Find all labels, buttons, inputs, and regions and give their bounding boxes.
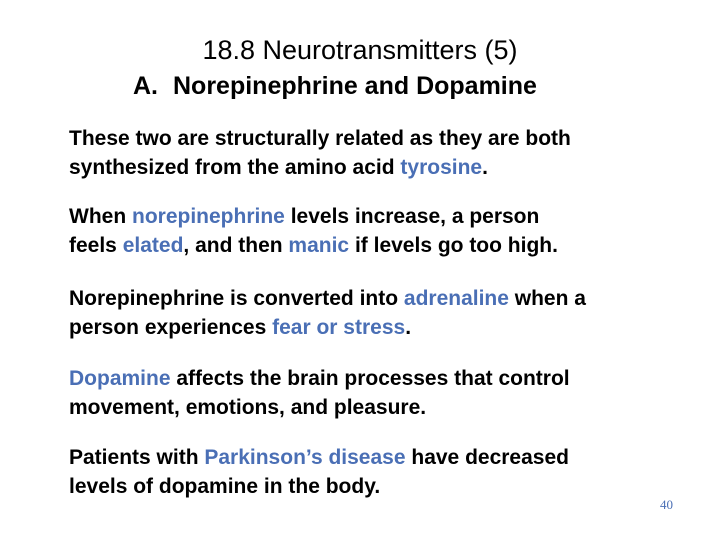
highlight-term: norepinephrine [132,205,285,228]
paragraph-line [69,313,689,342]
subtitle-number: A. [133,72,158,100]
highlight-term: elated [122,234,184,257]
paragraph-adrenaline [69,284,689,342]
text-span: if levels go too high. [349,234,558,257]
paragraph-line [69,153,689,182]
paragraph-norepinephrine-mood [69,202,689,260]
text-span: have decreased [405,446,569,469]
text-span: person experiences [69,316,273,339]
paragraph-line [69,284,689,313]
paragraph-line [69,393,689,422]
paragraph-line [69,231,689,260]
highlight-term: tyrosine [400,156,483,179]
highlight-term: Dopamine [69,367,171,390]
text-span: synthesized from the amino acid [69,156,401,179]
paragraph-line [69,364,689,393]
text-span: . [405,316,412,339]
slide-subtitle [133,70,537,102]
paragraph-parkinsons [69,443,689,501]
slide-title: 18.8 Neurotransmitters (5) [202,35,518,65]
text-span: . [482,156,488,179]
paragraph-line [69,472,689,501]
text-span: when a [508,287,586,310]
text-span: Norepinephrine is converted into [69,287,404,310]
highlight-term: fear or stress [272,316,406,339]
text-span: levels increase, a person [284,205,540,228]
paragraph-line [69,202,689,231]
subtitle-text: Norepinephrine and Dopamine [173,72,537,100]
paragraph-structure [69,124,689,182]
text-span: , and then [183,234,289,257]
text-span: movement, emotions, and pleasure. [69,396,427,419]
paragraph-dopamine [69,364,689,422]
text-span: When [69,205,132,228]
highlight-term: adrenaline [403,287,509,310]
highlight-term: Parkinson’s disease [204,446,406,469]
highlight-term: manic [288,234,350,257]
text-span: These two are structurally related as they are both [69,127,571,150]
paragraph-line [69,443,689,472]
paragraph-line [69,124,689,153]
text-span: Patients with [69,446,205,469]
page-number: 40 [660,497,673,512]
text-span: affects the brain processes that control [170,367,570,390]
text-span: feels [69,234,123,257]
text-span: levels of dopamine in the body. [69,475,381,498]
